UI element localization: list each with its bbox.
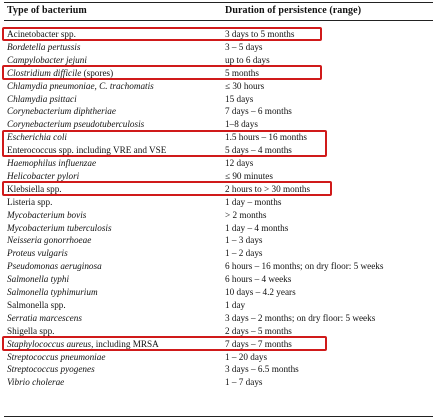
bacterium-cell	[7, 157, 96, 169]
bacterium-cell	[7, 170, 79, 182]
duration-cell: 1 day – 4 months	[225, 222, 289, 233]
table-top-rule	[4, 2, 433, 3]
bacterium-cell	[7, 222, 112, 234]
duration-cell: 3 days to 5 months	[225, 29, 295, 39]
table-row	[0, 325, 437, 337]
bacterium-name-segment: Acinetobacter spp.	[7, 29, 76, 39]
duration-cell: 7 days – 7 months	[225, 338, 292, 349]
duration-cell: 1.5 hours – 16 months	[225, 132, 307, 143]
bacterium-cell	[7, 376, 64, 388]
bacterium-name-segment: Bordetella pertussis	[7, 41, 81, 52]
duration-cell: 6 hours – 16 months; on dry floor: 5 weeks	[225, 261, 384, 272]
bacterium-name-segment: (spores)	[81, 67, 114, 78]
bacterium-name-segment: Streptococcus pyogenes	[7, 364, 95, 375]
duration-cell: 1 – 3 days	[225, 235, 263, 246]
duration-cell: 2 days – 5 months	[225, 325, 292, 336]
bacterium-name-segment: Haemophilus influenzae	[7, 158, 97, 168]
bacterium-cell	[7, 54, 87, 66]
table-row	[0, 131, 437, 143]
table-row	[0, 363, 437, 375]
duration-cell: 10 days – 4.2 years	[225, 287, 296, 297]
bacterium-name-segment: Campylobacter jejuni	[7, 54, 87, 65]
table-row	[0, 170, 437, 182]
bacterium-name-segment: Serratia marcescens	[7, 312, 82, 323]
bacterium-cell	[7, 144, 166, 156]
duration-cell: ≤ 90 minutes	[225, 170, 273, 181]
bacterium-name-segment: Neisseria gonorrhoeae	[7, 235, 92, 246]
bacterium-cell	[7, 196, 52, 208]
bacterium-name-segment: Vibrio cholerae	[7, 377, 65, 388]
bacterium-cell	[7, 28, 76, 40]
bacterium-name-segment: Listeria spp.	[7, 196, 53, 207]
bacterium-name-segment: Helicobacter pylori	[7, 170, 80, 181]
table-row	[0, 80, 437, 92]
bacterium-name-segment: Streptococcus pneumoniae	[7, 351, 106, 362]
table-row	[0, 157, 437, 169]
duration-cell: 6 hours – 4 weeks	[225, 274, 292, 285]
bacterium-cell	[7, 80, 154, 92]
duration-cell: 2 hours to > 30 months	[225, 183, 311, 194]
duration-cell: ≤ 30 hours	[225, 80, 265, 91]
bacterium-name-segment: Proteus vulgaris	[7, 248, 68, 259]
bacterium-cell	[7, 41, 80, 53]
bacterium-name-segment: Mycobacterium tuberculosis	[7, 222, 112, 233]
table-row	[0, 247, 437, 259]
table-row	[0, 209, 437, 221]
table-row	[0, 144, 437, 156]
duration-cell: > 2 months	[225, 209, 267, 220]
bacterium-cell	[7, 260, 102, 272]
bacterium-cell	[7, 338, 159, 350]
table-row	[0, 196, 437, 208]
bacterium-name-segment: Salmonella typhi	[7, 274, 70, 285]
table-row	[0, 286, 437, 298]
bacterium-cell	[7, 351, 105, 363]
table-row	[0, 118, 437, 130]
duration-cell: 1 – 20 days	[225, 351, 268, 362]
header-type-of-bacterium: Type of bacterium	[7, 5, 87, 16]
bacterium-name-segment: Enterococcus spp. including VRE and VSE	[7, 145, 167, 156]
duration-cell: 7 days – 6 months	[225, 106, 292, 117]
duration-cell: 1 – 2 days	[225, 248, 263, 259]
bacterium-name-segment: Klebsiella spp.	[7, 183, 62, 194]
table-row	[0, 105, 437, 117]
duration-cell: 5 days – 4 months	[225, 145, 292, 156]
table-row	[0, 54, 437, 66]
duration-cell: up to 6 days	[225, 54, 270, 65]
bacterium-cell	[7, 67, 113, 79]
duration-cell: 1–8 days	[225, 119, 258, 130]
bacterium-name-segment: Staphylococcus aureus	[7, 338, 92, 349]
bacterium-cell	[7, 234, 91, 246]
duration-cell: 5 months	[225, 67, 259, 78]
table-row	[0, 41, 437, 53]
bacterium-name-segment: Shigella spp.	[7, 325, 55, 336]
bacterium-name-segment: Chlamydia psittaci	[7, 93, 77, 104]
bacterium-cell	[7, 363, 95, 375]
duration-cell: 1 day	[225, 299, 246, 310]
table-row	[0, 222, 437, 234]
bacterium-cell	[7, 286, 98, 298]
duration-cell: 1 – 7 days	[225, 377, 263, 388]
duration-cell: 15 days	[225, 93, 254, 104]
bacterium-name-segment: Escherichia coli	[7, 132, 67, 143]
table-row	[0, 67, 437, 79]
bacterium-cell	[7, 247, 68, 259]
bacterium-cell	[7, 183, 62, 195]
bacterium-name-segment: , including MRSA	[91, 338, 159, 349]
duration-cell: 3 days – 2 months; on dry floor: 5 weeks	[225, 312, 376, 323]
bacterium-name-segment: Chlamydia pneumoniae, C. trachomatis	[7, 80, 154, 91]
table-row	[0, 93, 437, 105]
bacterium-cell	[7, 93, 77, 105]
bacterium-name-segment: Clostridium difficile	[7, 67, 82, 78]
bacterium-cell	[7, 105, 116, 117]
bacterium-cell	[7, 312, 82, 324]
table-row	[0, 376, 437, 388]
bacterium-name-segment: Salmonella spp.	[7, 299, 66, 310]
duration-cell: 3 days – 6.5 months	[225, 364, 299, 375]
duration-cell: 3 – 5 days	[225, 41, 263, 52]
table-row	[0, 273, 437, 285]
header-rule	[4, 20, 433, 21]
table-row	[0, 351, 437, 363]
bacterium-name-segment: Corynebacterium pseudotuberculosis	[7, 119, 145, 130]
table-row	[0, 312, 437, 324]
bacterium-cell	[7, 273, 69, 285]
table-bottom-rule	[4, 416, 433, 417]
bacterium-name-segment: Mycobacterium bovis	[7, 209, 87, 220]
bacterium-cell	[7, 209, 86, 221]
bacterium-cell	[7, 131, 67, 143]
bacterium-name-segment: Pseudomonas aeruginosa	[7, 261, 102, 272]
bacterium-cell	[7, 118, 144, 130]
table-row	[0, 299, 437, 311]
duration-cell: 1 day – months	[225, 196, 282, 207]
bacterium-name-segment: Corynebacterium diphtheriae	[7, 106, 116, 117]
table-row	[0, 183, 437, 195]
table-row	[0, 260, 437, 272]
bacterium-cell	[7, 299, 66, 311]
table-row	[0, 338, 437, 350]
bacterium-cell	[7, 325, 54, 337]
table-row	[0, 28, 437, 40]
bacterium-name-segment: Salmonella typhimurium	[7, 287, 98, 297]
header-duration-of-persistence: Duration of persistence (range)	[225, 5, 362, 16]
duration-cell: 12 days	[225, 158, 254, 168]
table-row	[0, 234, 437, 246]
